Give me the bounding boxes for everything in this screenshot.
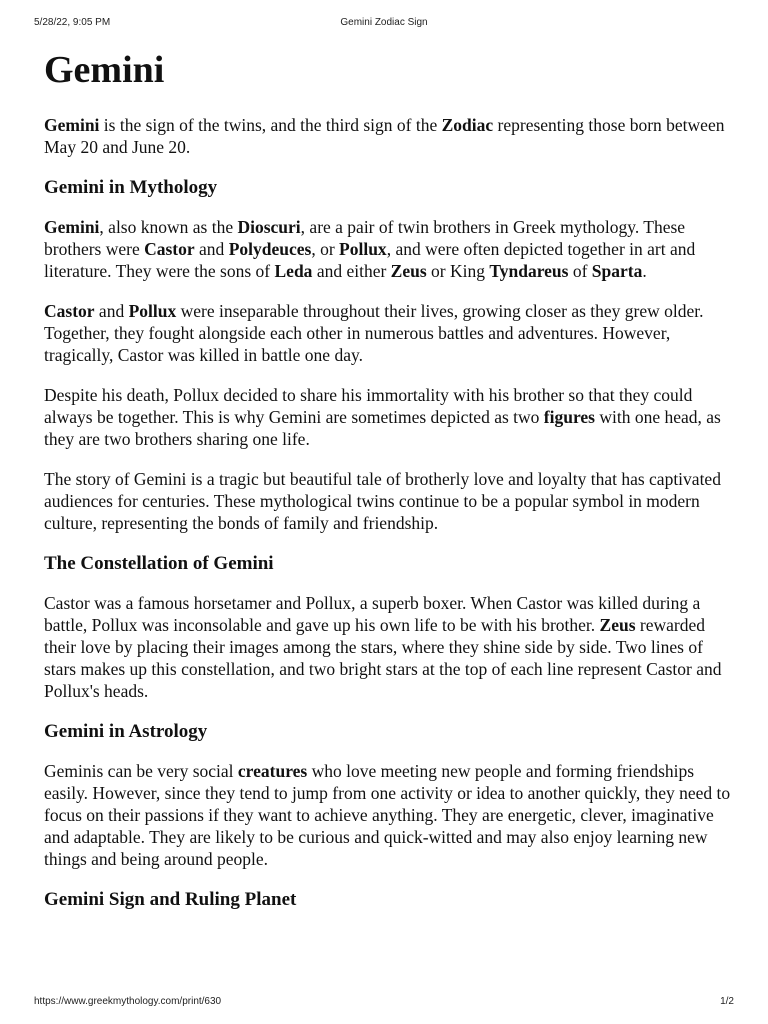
section-paragraph: Despite his death, Pollux decided to share his immortality with his brother so that they could always be together. This is why Gemini are sometimes depicted as two figures with one head, as they are two brothers sharing one life. bbox=[44, 385, 721, 449]
section-heading: Gemini Sign and Ruling Planet bbox=[44, 889, 297, 910]
section-paragraph: The story of Gemini is a tragic but beautiful tale of brotherly love and loyalty that has captivated audiences for centuries. These mythological twins continue to be a popular symbol in modern culture, representing the bonds of family and friendship. bbox=[44, 469, 721, 533]
bold-term: Gemini bbox=[44, 115, 100, 135]
bold-term: Gemini bbox=[44, 217, 100, 237]
article-section bbox=[44, 176, 734, 534]
bold-term: Polydeuces bbox=[228, 239, 312, 259]
bold-term: Castor bbox=[44, 301, 95, 321]
section-paragraph: Gemini, also known as the Dioscuri, are a pair of twin brothers in Greek mythology. These brothers were Castor and Polydeuces, or Pollux, and were often depicted together in art and literature. They were the sons of Leda and either Zeus or King Tyndareus of Sparta. bbox=[44, 217, 696, 281]
section-paragraph: Castor and Pollux were inseparable throughout their lives, growing closer as they grew older. Together, they fought alongside each other in numerous battles and adventures. However, tragically, Castor was killed in battle one day. bbox=[44, 301, 704, 365]
intro-paragraph: Gemini is the sign of the twins, and the third sign of the Zodiac representing those born between May 20 and June 20. bbox=[44, 115, 725, 157]
bold-term: Zodiac bbox=[441, 115, 494, 135]
bold-term: Sparta bbox=[591, 261, 643, 281]
article-section bbox=[44, 888, 734, 912]
article-title: Gemini bbox=[44, 49, 165, 91]
print-page-title: Gemini Zodiac Sign bbox=[340, 17, 428, 28]
print-datetime: 5/28/22, 9:05 PM bbox=[34, 17, 111, 28]
section-heading: Gemini in Mythology bbox=[44, 177, 218, 198]
section-paragraph: Geminis can be very social creatures who love meeting new people and forming friendships easily. However, since they tend to jump from one activity or idea to another quickly, they need to focus on their passions if they want to achieve anything. They are energetic, clever, imaginative and adaptable. They are likely to be curious and quick-witted and may also enjoy learning new things and being around people. bbox=[44, 761, 731, 869]
bold-term: Zeus bbox=[390, 261, 427, 281]
bold-term: Pollux bbox=[128, 301, 177, 321]
bold-term: Zeus bbox=[599, 615, 636, 635]
bold-term: Pollux bbox=[339, 239, 387, 259]
bold-term: Dioscuri bbox=[237, 217, 301, 237]
bold-term: Leda bbox=[274, 261, 313, 281]
section-paragraph: Castor was a famous horsetamer and Pollux, a superb boxer. When Castor was killed during a battle, Pollux was inconsolable and gave up his own life to be with his brother. Zeus rewarded their love by placing their images among the stars, where they shine side by side. Two lines of stars makes up this constellation, and two bright stars at the top of each line represent Castor and Pollux's heads. bbox=[44, 593, 722, 701]
article-section bbox=[44, 720, 734, 870]
section-heading: Gemini in Astrology bbox=[44, 721, 208, 742]
print-url: https://www.greekmythology.com/print/630 bbox=[34, 996, 222, 1007]
article-sections bbox=[44, 176, 734, 912]
page-number: 1/2 bbox=[720, 996, 734, 1007]
article bbox=[44, 48, 734, 928]
bold-term: Tyndareus bbox=[489, 261, 569, 281]
article-section bbox=[44, 552, 734, 702]
bold-term: Castor bbox=[144, 239, 195, 259]
bold-term: creatures bbox=[237, 761, 308, 781]
section-heading: The Constellation of Gemini bbox=[44, 553, 274, 574]
print-header bbox=[34, 17, 734, 31]
print-footer bbox=[34, 996, 734, 1010]
bold-term: figures bbox=[543, 407, 595, 427]
